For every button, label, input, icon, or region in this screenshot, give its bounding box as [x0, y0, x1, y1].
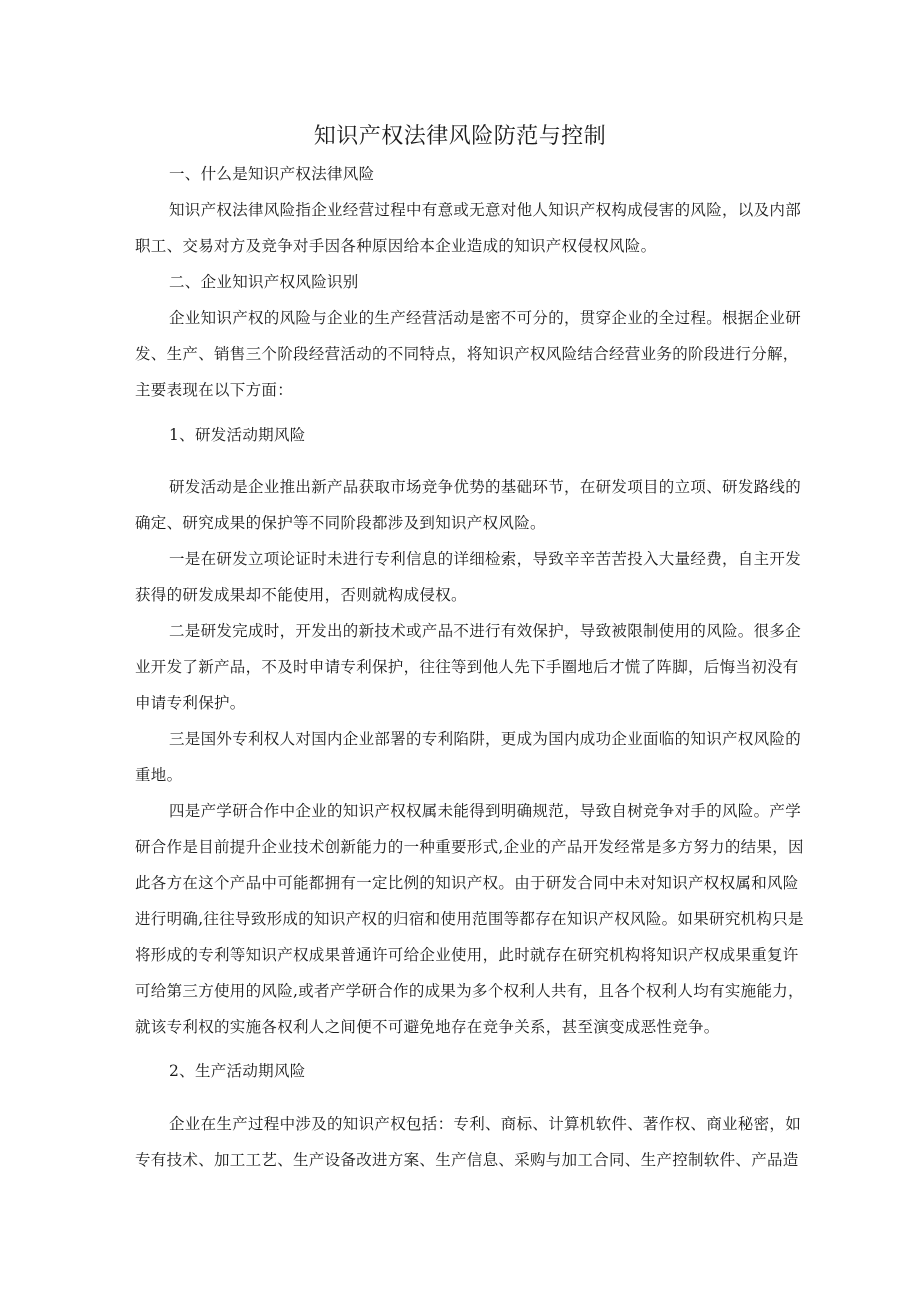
document-title: 知识产权法律风险防范与控制 [313, 124, 607, 149]
section-heading-1: 一、什么是知识产权法律风险 [169, 165, 375, 183]
section-heading-2: 二、企业知识产权风险识别 [169, 273, 359, 291]
paragraph-line: 二是研发完成时，开发出的新技术或产品不进行有效保护，导致被限制使用的风险。很多企 [169, 622, 802, 640]
paragraph-line: 专有技术、加工工艺、生产设备改进方案、生产信息、采购与加工合同、生产控制软件、产品造 [135, 1151, 799, 1169]
subsection-heading-1: 1、研发活动期风险 [169, 426, 306, 444]
paragraph-line: 一是在研发立项论证时未进行专利信息的详细检索，导致辛辛苦苦投入大量经费，自主开发 [169, 550, 802, 568]
paragraph-line: 确定、研究成果的保护等不同阶段都涉及到知识产权风险。 [135, 514, 546, 532]
paragraph-line: 发、生产、销售三个阶段经营活动的不同特点，将知识产权风险结合经营业务的阶段进行分解， [135, 345, 799, 363]
paragraph-line: 职工、交易对方及竞争对手因各种原因给本企业造成的知识产权侵权风险。 [135, 237, 657, 255]
paragraph-line: 获得的研发成果却不能使用，否则就构成侵权。 [135, 586, 467, 604]
paragraph-line: 四是产学研合作中企业的知识产权权属未能得到明确规范，导致自树竞争对手的风险。产学 [169, 802, 802, 820]
paragraph-line: 重地。 [135, 766, 183, 784]
paragraph-line: 此各方在这个产品中可能都拥有一定比例的知识产权。由于研发合同中未对知识产权权属和风险 [135, 874, 799, 892]
paragraph-line: 申请专利保护。 [135, 694, 246, 712]
paragraph-line: 进行明确,往往导致形成的知识产权的归宿和使用范围等都存在知识产权风险。如果研究机构只是 [135, 910, 804, 928]
paragraph-line: 将形成的专利等知识产权成果普通许可给企业使用，此时就存在研究机构将知识产权成果重复许 [135, 946, 799, 964]
paragraph-line: 可给第三方使用的风险,或者产学研合作的成果为多个权利人共有，且各个权利人均有实施能力， [135, 982, 804, 1000]
paragraph-line: 业开发了新产品，不及时申请专利保护，往往等到他人先下手圈地后才慌了阵脚，后悔当初没有 [135, 658, 799, 676]
subsection-heading-2: 2、生产活动期风险 [169, 1062, 306, 1080]
paragraph-line: 知识产权法律风险指企业经营过程中有意或无意对他人知识产权构成侵害的风险，以及内部 [169, 201, 802, 219]
paragraph-line: 研发活动是企业推出新产品获取市场竞争优势的基础环节，在研发项目的立项、研发路线的 [169, 478, 802, 496]
paragraph-line: 就该专利权的实施各权利人之间便不可避免地存在竞争关系，甚至演变成恶性竞争。 [135, 1018, 720, 1036]
paragraph-line: 研合作是目前提升企业技术创新能力的一种重要形式,企业的产品开发经常是多方努力的结果，因 [135, 838, 804, 856]
paragraph-line: 企业在生产过程中涉及的知识产权包括：专利、商标、计算机软件、著作权、商业秘密，如 [169, 1115, 802, 1133]
paragraph-line: 三是国外专利权人对国内企业部署的专利陷阱，更成为国内成功企业面临的知识产权风险的 [169, 730, 802, 748]
paragraph-line: 主要表现在以下方面： [135, 381, 294, 399]
paragraph-line: 企业知识产权的风险与企业的生产经营活动是密不可分的，贯穿企业的全过程。根据企业研 [169, 309, 802, 327]
